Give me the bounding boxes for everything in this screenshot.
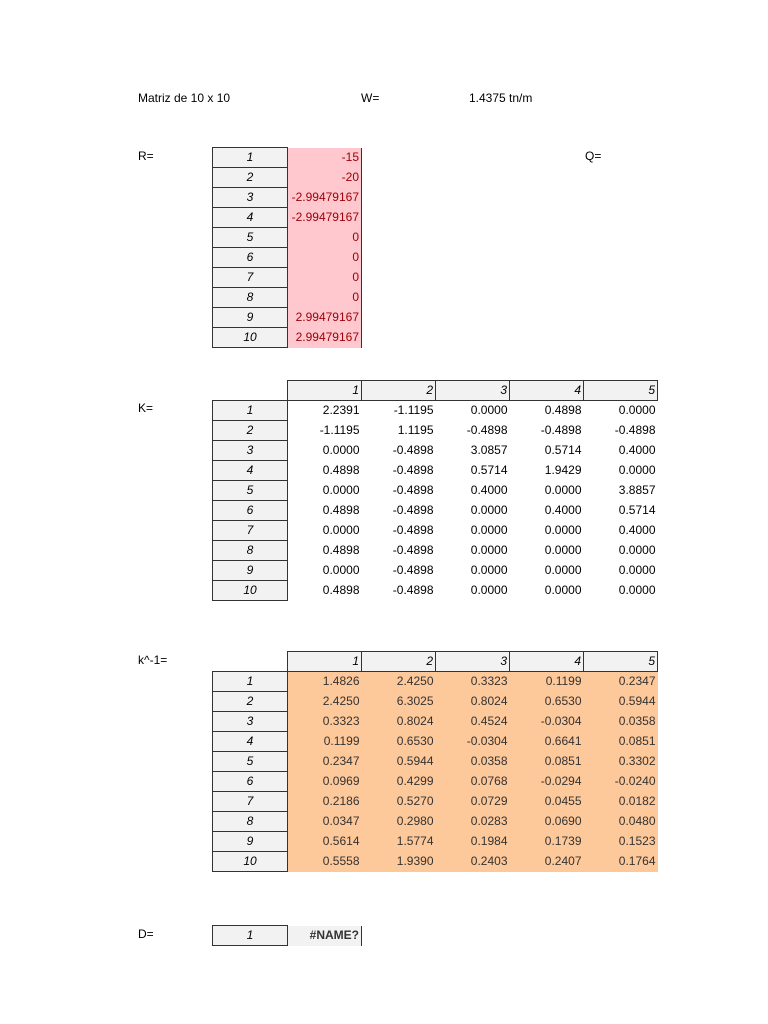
table-cell[interactable]: -0.4898 — [392, 543, 434, 557]
column-header[interactable]: 1 — [288, 381, 362, 401]
table-cell[interactable]: 0.0000 — [470, 583, 508, 597]
table-cell[interactable]: 0.5714 — [618, 503, 656, 517]
table-cell[interactable]: 0.0729 — [436, 792, 510, 812]
row-header[interactable]: 7 — [213, 521, 288, 541]
table-cell[interactable]: 0.4898 — [322, 463, 360, 477]
table-cell[interactable]: -0.0294 — [510, 772, 584, 792]
table-cell[interactable]: 0 — [288, 248, 362, 268]
row-header[interactable]: 7 — [213, 792, 288, 812]
table-cell[interactable]: -0.4898 — [392, 463, 434, 477]
table-cell[interactable]: 0.2980 — [362, 812, 436, 832]
table-row — [213, 248, 362, 268]
table-row — [213, 421, 658, 441]
table-row — [213, 228, 362, 248]
table-cell[interactable]: 0.0000 — [618, 583, 656, 597]
column-header[interactable]: 4 — [510, 652, 584, 672]
table-row — [213, 926, 362, 946]
table-cell[interactable]: -0.4898 — [392, 563, 434, 577]
table-cell[interactable]: -0.4898 — [540, 423, 582, 437]
table-cell[interactable]: 1.1195 — [397, 423, 434, 437]
table-cell[interactable]: 2.99479167 — [288, 308, 362, 328]
d-label: D= — [138, 927, 154, 941]
table-cell[interactable]: 0.0000 — [322, 523, 360, 537]
row-header[interactable]: 1 — [213, 148, 288, 168]
table-cell[interactable]: -1.1195 — [319, 423, 360, 437]
error-cell[interactable]: #NAME? — [288, 926, 362, 946]
column-header[interactable]: 3 — [436, 381, 510, 401]
table-row — [213, 208, 362, 228]
table-cell[interactable]: 0.0182 — [584, 792, 658, 812]
table-row — [213, 401, 658, 421]
row-header[interactable]: 10 — [213, 328, 288, 348]
w-label: W= — [361, 91, 380, 105]
row-header[interactable]: 3 — [213, 441, 288, 461]
table-cell[interactable]: 0.4524 — [436, 712, 510, 732]
column-header[interactable]: 2 — [362, 381, 436, 401]
table-row — [213, 461, 658, 481]
table-cell[interactable]: 0.0000 — [618, 403, 656, 418]
table-cell[interactable]: 0.0358 — [436, 752, 510, 772]
table-cell[interactable]: 0.4000 — [618, 443, 656, 457]
table-row — [213, 712, 658, 732]
table-cell[interactable]: -2.99479167 — [288, 208, 362, 228]
row-header[interactable]: 10 — [213, 852, 288, 872]
row-header[interactable]: 10 — [213, 581, 288, 601]
column-header[interactable]: 4 — [510, 381, 584, 401]
table-cell[interactable]: 0.8024 — [362, 712, 436, 732]
table-cell[interactable]: 0.4000 — [618, 523, 656, 537]
table-cell[interactable]: 0.0000 — [470, 403, 508, 418]
table-row — [213, 501, 658, 521]
table-cell[interactable]: 0.4898 — [322, 543, 360, 557]
corner-cell — [213, 381, 288, 401]
table-cell[interactable]: 0.2347 — [288, 752, 362, 772]
kinv-label: k^-1= — [138, 653, 168, 667]
table-cell[interactable]: 0.1199 — [288, 732, 362, 752]
kinv-matrix-table — [212, 651, 658, 872]
column-header[interactable]: 5 — [584, 381, 658, 401]
table-cell[interactable]: 0.5558 — [288, 852, 362, 872]
table-cell[interactable]: 0.0000 — [322, 563, 360, 577]
row-header[interactable]: 8 — [213, 541, 288, 561]
column-header[interactable]: 1 — [288, 652, 362, 672]
table-cell[interactable]: 0.4898 — [544, 403, 582, 418]
row-header[interactable]: 2 — [213, 692, 288, 712]
table-cell[interactable]: -0.0304 — [510, 712, 584, 732]
row-header[interactable]: 1 — [213, 672, 288, 692]
table-cell[interactable]: 0.0000 — [322, 443, 360, 457]
table-row — [213, 792, 658, 812]
table-cell[interactable]: 0.2403 — [436, 852, 510, 872]
table-row — [213, 561, 658, 581]
table-cell[interactable]: 0.0455 — [510, 792, 584, 812]
table-cell[interactable]: 1.4826 — [288, 672, 362, 692]
table-cell[interactable]: 0.0000 — [618, 463, 656, 477]
table-cell[interactable]: 3.8857 — [618, 483, 656, 497]
row-header[interactable]: 2 — [213, 421, 288, 441]
row-header[interactable]: 6 — [213, 248, 288, 268]
row-header[interactable]: 4 — [213, 732, 288, 752]
table-cell[interactable]: 0.1984 — [436, 832, 510, 852]
table-cell[interactable]: 0.0768 — [436, 772, 510, 792]
table-cell[interactable]: 0.5614 — [288, 832, 362, 852]
table-row — [213, 308, 362, 328]
row-header[interactable]: 1 — [213, 401, 288, 421]
row-header[interactable]: 5 — [213, 228, 288, 248]
table-cell[interactable]: 0.2347 — [584, 672, 658, 692]
table-cell[interactable]: 0.0000 — [544, 543, 582, 557]
table-cell[interactable]: 1.9429 — [544, 463, 582, 477]
table-cell[interactable]: 0.0851 — [510, 752, 584, 772]
table-row — [213, 541, 658, 561]
row-header[interactable]: 9 — [213, 832, 288, 852]
corner-cell — [213, 652, 288, 672]
table-row — [213, 692, 658, 712]
table-cell[interactable]: -0.0240 — [584, 772, 658, 792]
table-cell[interactable]: 0.5714 — [544, 443, 582, 457]
table-cell[interactable]: 1.9390 — [362, 852, 436, 872]
column-header-row — [213, 381, 658, 401]
table-cell[interactable]: 0.0347 — [288, 812, 362, 832]
table-cell[interactable]: -0.4898 — [392, 503, 434, 517]
table-cell[interactable]: -20 — [288, 168, 362, 188]
row-header[interactable]: 5 — [213, 752, 288, 772]
table-cell[interactable]: -0.4898 — [392, 523, 434, 537]
table-cell[interactable]: 0.4898 — [322, 583, 360, 597]
d-vector-table — [212, 925, 362, 946]
row-header[interactable]: 4 — [213, 461, 288, 481]
row-header[interactable]: 8 — [213, 288, 288, 308]
table-cell[interactable]: 0.0851 — [584, 732, 658, 752]
table-cell[interactable]: 0.4000 — [544, 503, 582, 517]
table-cell[interactable]: 0.5944 — [584, 692, 658, 712]
table-row — [213, 521, 658, 541]
table-cell[interactable]: -15 — [288, 148, 362, 168]
column-header-row — [213, 652, 658, 672]
table-cell[interactable]: 0.0000 — [470, 503, 508, 517]
table-cell[interactable]: 0.0480 — [584, 812, 658, 832]
table-cell[interactable]: 0.2407 — [510, 852, 584, 872]
table-cell[interactable]: -0.4898 — [466, 423, 508, 437]
table-cell[interactable]: 0.1739 — [510, 832, 584, 852]
table-cell[interactable]: 0.0000 — [544, 583, 582, 597]
column-header[interactable]: 3 — [436, 652, 510, 672]
table-cell[interactable]: 0.2186 — [288, 792, 362, 812]
table-cell[interactable]: 0.0969 — [288, 772, 362, 792]
q-label: Q= — [585, 149, 602, 163]
table-cell[interactable]: -0.4898 — [392, 583, 434, 597]
table-cell[interactable]: 0.1199 — [510, 672, 584, 692]
row-header[interactable]: 6 — [213, 772, 288, 792]
row-header[interactable]: 3 — [213, 712, 288, 732]
table-cell[interactable]: 0.1764 — [584, 852, 658, 872]
row-header[interactable]: 1 — [213, 926, 288, 946]
table-row — [213, 268, 362, 288]
table-row — [213, 812, 658, 832]
table-cell[interactable]: -0.0304 — [436, 732, 510, 752]
r-label: R= — [138, 149, 154, 163]
table-cell[interactable]: 0.5944 — [362, 752, 436, 772]
table-cell[interactable]: 2.99479167 — [288, 328, 362, 348]
row-header[interactable]: 8 — [213, 812, 288, 832]
table-cell[interactable]: 0.3302 — [584, 752, 658, 772]
row-header[interactable]: 9 — [213, 561, 288, 581]
table-cell[interactable]: 0.0690 — [510, 812, 584, 832]
table-cell[interactable]: 0 — [288, 268, 362, 288]
k-label: K= — [138, 401, 154, 415]
row-header[interactable]: 9 — [213, 308, 288, 328]
row-header[interactable]: 2 — [213, 168, 288, 188]
table-cell[interactable]: 0.4898 — [322, 503, 360, 517]
table-row — [213, 148, 362, 168]
table-cell[interactable]: 0.0000 — [544, 563, 582, 577]
table-cell[interactable]: 0 — [288, 228, 362, 248]
table-cell[interactable]: -0.4898 — [392, 483, 434, 497]
table-cell[interactable]: 0.5714 — [470, 463, 508, 477]
w-value: 1.4375 tn/m — [469, 91, 533, 105]
table-cell[interactable]: 0.0000 — [470, 523, 508, 537]
table-row — [213, 168, 362, 188]
table-cell[interactable]: 0.6530 — [362, 732, 436, 752]
table-row — [213, 672, 658, 692]
r-vector-table — [212, 147, 362, 348]
table-cell[interactable]: 2.2391 — [322, 403, 360, 418]
column-header[interactable]: 5 — [584, 652, 658, 672]
k-matrix-table — [212, 380, 658, 601]
table-row — [213, 288, 362, 308]
table-cell[interactable]: 0.3323 — [288, 712, 362, 732]
table-cell[interactable]: 0.6641 — [510, 732, 584, 752]
table-cell[interactable]: -2.99479167 — [288, 188, 362, 208]
table-cell[interactable]: 0.0000 — [618, 563, 656, 577]
table-row — [213, 772, 658, 792]
table-cell[interactable]: 3.0857 — [470, 443, 508, 457]
matrix-title: Matriz de 10 x 10 — [138, 91, 231, 105]
row-header[interactable]: 3 — [213, 188, 288, 208]
table-cell[interactable]: 0.0000 — [544, 523, 582, 537]
table-cell[interactable]: 0.0000 — [470, 543, 508, 557]
row-header[interactable]: 6 — [213, 501, 288, 521]
table-cell[interactable]: 0.8024 — [436, 692, 510, 712]
table-row — [213, 188, 362, 208]
table-row — [213, 752, 658, 772]
table-cell[interactable]: 6.3025 — [362, 692, 436, 712]
table-cell[interactable]: 0.4299 — [362, 772, 436, 792]
table-cell[interactable]: 0.0358 — [584, 712, 658, 732]
table-cell[interactable]: 0.0000 — [618, 543, 656, 557]
table-row — [213, 328, 362, 348]
table-cell[interactable]: 0.0000 — [322, 483, 360, 497]
table-row — [213, 441, 658, 461]
row-header[interactable]: 7 — [213, 268, 288, 288]
table-cell[interactable]: 0.3323 — [436, 672, 510, 692]
table-cell[interactable]: -0.4898 — [392, 443, 434, 457]
table-cell[interactable]: 0.0283 — [436, 812, 510, 832]
row-header[interactable]: 4 — [213, 208, 288, 228]
table-cell[interactable]: 0.5270 — [362, 792, 436, 812]
table-row — [213, 852, 658, 872]
table-cell[interactable]: 0 — [288, 288, 362, 308]
table-cell[interactable]: -1.1195 — [393, 403, 434, 418]
table-cell[interactable]: 2.4250 — [288, 692, 362, 712]
column-header[interactable]: 2 — [362, 652, 436, 672]
table-cell[interactable]: 0.6530 — [510, 692, 584, 712]
table-cell[interactable]: -0.4898 — [614, 423, 656, 437]
table-row — [213, 732, 658, 752]
table-row — [213, 481, 658, 501]
table-cell[interactable]: 0.4000 — [470, 483, 508, 497]
row-header[interactable]: 5 — [213, 481, 288, 501]
table-row — [213, 581, 658, 601]
table-cell[interactable]: 0.1523 — [584, 832, 658, 852]
table-cell[interactable]: 0.0000 — [544, 483, 582, 497]
table-cell[interactable]: 0.0000 — [470, 563, 508, 577]
table-row — [213, 832, 658, 852]
table-cell[interactable]: 2.4250 — [362, 672, 436, 692]
table-cell[interactable]: 1.5774 — [362, 832, 436, 852]
